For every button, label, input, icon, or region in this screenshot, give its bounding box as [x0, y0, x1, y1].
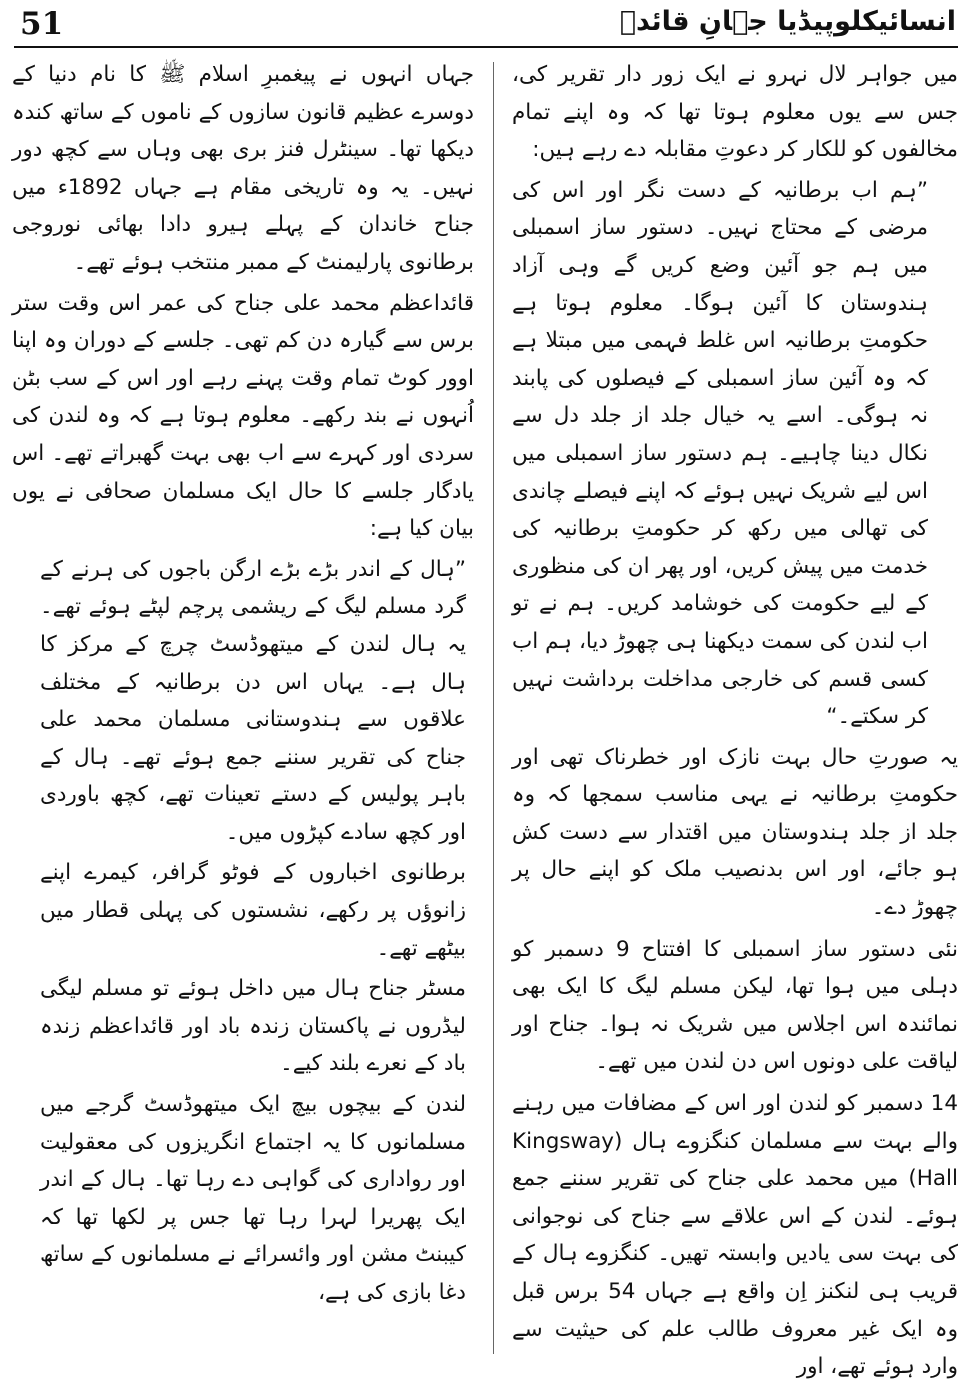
paragraph: جہاں انہوں نے پیغمبرِ اسلام ﷺ کا نام دنیا کے دوسرے عظیم قانون سازوں کے ناموں کے ساتھ کندہ دیکھا تھا۔ سینٹرل فنز بری بھی وہاں سے کچھ دور نہیں۔ یہ وہ تاریخی مقام ہے جہاں 1892ء میں جناح خاندان کے پہلے ہیرو دادا بھائی نوروجی برطانوی پارلیمنٹ کے ممبر منتخب ہوئے تھے۔	[12, 62, 474, 275]
paragraph: یہ صورتِ حال بہت نازک اور خطرناک تھی اور حکومتِ برطانیہ نے یہی مناسب سمجھا کہ وہ جلد از جلد ہندوستان میں اقتدار سے دست کش ہو جائے، اور اس بدنصیب ملک کو اپنے حال پر چھوڑ دے۔	[512, 744, 958, 921]
nehru-quote: ”ہم اب برطانیہ کے دست نگر اور اس کی مرضی کے محتاج نہیں۔ دستور ساز اسمبلی میں ہم جو آئین وضع کریں گے وہی آزاد ہندوستان کا آئین ہوگا۔ معلوم ہوتا ہے حکومتِ برطانیہ اس غلط فہمی میں مبتلا ہے کہ وہ آئین ساز اسمبلی کے فیصلوں کی پابند نہ ہوگی۔ اسے یہ خیال جلد از جلد دل سے نکال دینا چاہیے۔ ہم دستور ساز اسمبلی میں اس لیے شریک نہیں ہوئے کہ اپنے فیصلے چاندی کی تھالی میں رکھ کر حکومتِ برطانیہ کی خدمت میں پیش کریں، اور پھر ان کی منظوری کے لیے حکومت کی خوشامد کریں۔ ہم نے تو اب لندن کی سمت دیکھنا ہی چھوڑ دیا، ہم اب کسی قسم کی خارجی مداخلت برداشت نہیں کر سکتے۔“	[512, 177, 928, 730]
text-run: ) میں محمد علی جناح کی تقریر سننے جمع ہوئے۔ لندن کے اس علاقے سے جناح کی نوجوانی کی بہت سی یادیں وابستہ تھیں۔ کنگزوے ہال کے قریب ہی لنکنز اِن واقع ہے جہاں 54 برس قبل وہ ایک غیر معروف طالب علم کی حیثیت سے وارد ہوئے تھے، اور	[512, 1166, 958, 1380]
paragraph: نئی دستور ساز اسمبلی کا افتتاح 9 دسمبر کو دہلی میں ہوا تھا، لیکن مسلم لیگ کا ایک بھی نمائندہ اس اجلاس میں شریک نہ ہوا۔ جناح اور لیاقت علی دونوں اس دن لندن میں تھے۔	[512, 936, 958, 1075]
column-divider	[493, 62, 494, 1354]
left-column	[12, 56, 474, 1356]
english-term: Kingsway Hall	[512, 1128, 958, 1192]
paragraph-kingsway-hall	[512, 1085, 958, 1386]
paragraph: قائداعظم محمد علی جناح کی عمر اس وقت ستر برس سے گیارہ دن کم تھی۔ جلسے کے دوران وہ اپنا اوور کوٹ تمام وقت پہنے رہے اور اس کے سب بٹن اُنہوں نے بند رکھے۔ معلوم ہوتا ہے کہ وہ لندن کی سردی اور کہرے سے اب بھی بہت گھبراتے تھے۔ اس یادگار جلسے کا حال ایک مسلمان صحافی نے یوں بیان کیا ہے:	[12, 290, 474, 542]
page-number: 51	[20, 6, 64, 42]
journalist-quote-continued: مسٹر جناح ہال میں داخل ہوئے تو مسلم لیگی لیڈروں نے پاکستان زندہ باد اور قائداعظم زندہ باد کے نعرے بلند کیے۔	[40, 976, 466, 1077]
journalist-quote-continued: لندن کے بیچوں بیچ ایک میتھوڈسٹ گرجے میں مسلمانوں کا یہ اجتماع انگریزوں کی معقولیت اور رواداری کی گواہی دے رہا تھا۔ ہال کے اندر ایک پھریرا لہرا رہا تھا جس پر لکھا تھا کہ کیبنٹ مشن اور وائسرائے نے مسلمانوں کے ساتھ دغا بازی کی ہے،	[40, 1092, 466, 1305]
journalist-quote: ”ہال کے اندر بڑے بڑے ارگن باجوں کی ہرنے کے گرد مسلم لیگ کے ریشمی پرچم لپٹے ہوئے تھے۔ یہ ہال لندن کے میتھوڈسٹ چرچ کے مرکز کا ہال ہے۔ یہاں اس دن برطانیہ کے مختلف علاقوں سے ہندوستانی مسلمان محمد علی جناح کی تقریر سننے جمع ہوئے تھے۔ ہال کے باہر پولیس کے دستے تعینات تھے، کچھ باوردی اور کچھ سادے کپڑوں میں۔	[40, 556, 466, 845]
header-rule	[14, 46, 958, 48]
journalist-quote-continued: برطانوی اخباروں کے فوٹو گرافر، کیمرے اپنے زانوؤں پر رکھے، نشستوں کی پہلی قطار میں بیٹھے تھے۔	[40, 860, 466, 961]
running-title: انسائیکلوپیڈیا جہانِ قائدؒ	[619, 6, 956, 37]
text-run: 14 دسمبر کو لندن اور اس کے مضافات میں رہنے والے بہت سے مسلمان کنگزوے ہال (	[512, 1091, 958, 1154]
paragraph: میں جواہر لال نہرو نے ایک زور دار تقریر کی، جس سے یوں معلوم ہوتا تھا کہ وہ اپنے تمام مخالفوں کو للکار کر دعوتِ مقابلہ دے رہے ہیں:	[512, 62, 958, 163]
page-header	[14, 0, 960, 46]
right-column	[512, 56, 958, 1380]
